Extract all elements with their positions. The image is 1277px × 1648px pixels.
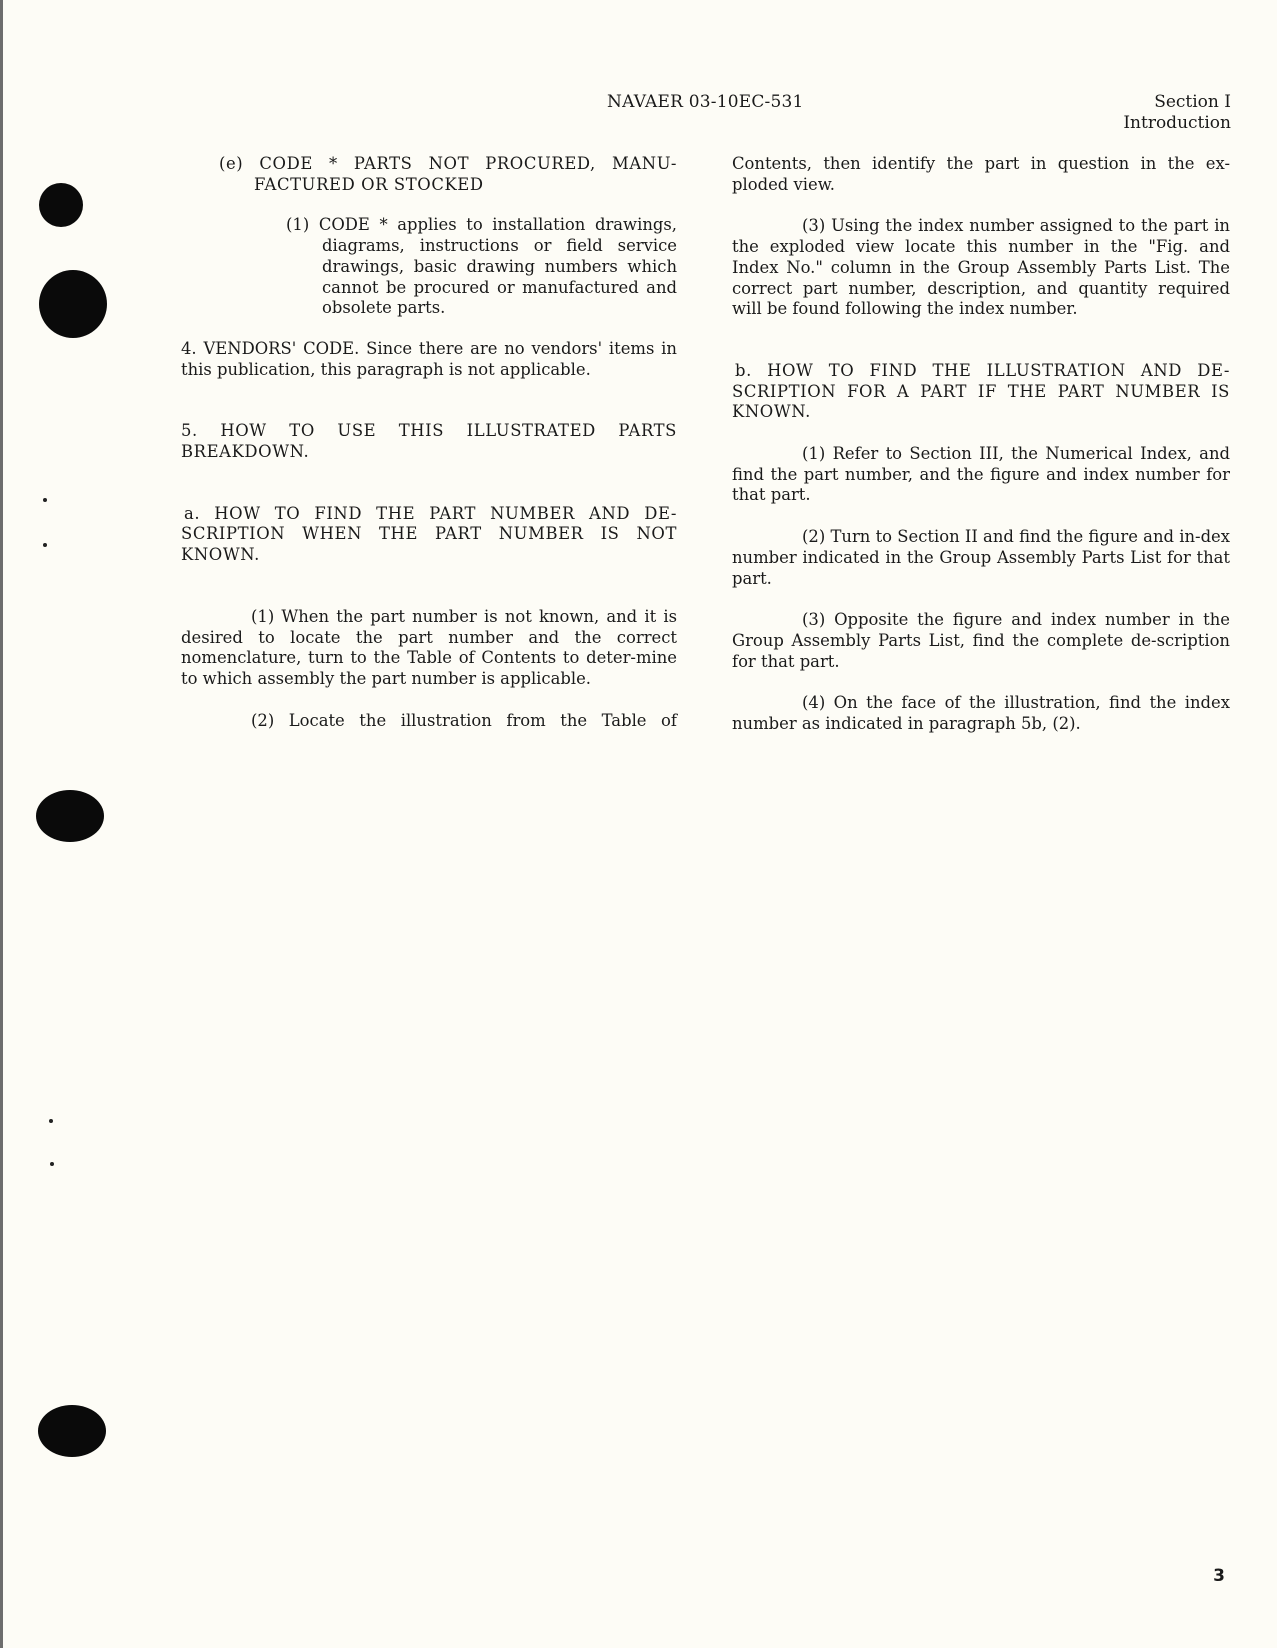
paragraph-a-1: (1) When the part number is not known, and it is desired to locate the part number and the correct nomenclature, turn to the Table of Contents to deter-mine to which assembly the part number is applicable. (181, 606, 677, 688)
how-to-use-heading: 5. HOW TO USE THIS ILLUSTRATED PARTS BREAKDOWN. (181, 421, 677, 462)
left-column (181, 154, 677, 731)
paragraph-b-4: (4) On the face of the illustration, find the index number as indicated in paragraph 5b, (2). (732, 693, 1230, 734)
paragraph-b-3: (3) Opposite the figure and index number in the Group Assembly Parts List, find the complete de-scription for that part. (732, 610, 1230, 671)
code-star-heading: (e) CODE * PARTS NOT PROCURED, MANU-FACTURED OR STOCKED (219, 154, 677, 194)
punch-hole (39, 270, 107, 338)
speck (43, 498, 47, 502)
section-label: Section I (1154, 92, 1231, 112)
subheading-a: a. HOW TO FIND THE PART NUMBER AND DE-SCRIPTION WHEN THE PART NUMBER IS NOT KNOWN. (181, 503, 677, 565)
document-number: NAVAER 03-10EC-531 (607, 92, 804, 112)
paragraph-a-3: (3) Using the index number assigned to the part in the exploded view locate this number in the "Fig. and Index No." column in the Group Assembly Parts List. The correct part number, description, and quantity required will be found following the index number. (732, 216, 1230, 319)
paragraph-b-2: (2) Turn to Section II and find the figure and in-dex number indicated in the Group Assembly Parts List for that part. (732, 527, 1230, 588)
subheading-b: b. HOW TO FIND THE ILLUSTRATION AND DE-SCRIPTION FOR A PART IF THE PART NUMBER IS KNOWN. (732, 360, 1230, 422)
punch-hole (36, 790, 104, 842)
right-column (732, 154, 1230, 735)
section-header (1123, 92, 1231, 134)
punch-hole (39, 183, 83, 227)
punch-hole (38, 1405, 106, 1457)
speck (50, 1162, 54, 1166)
speck (43, 543, 47, 547)
vendors-code-paragraph: 4. VENDORS' CODE. Since there are no vendors' items in this publication, this paragraph is not applicable. (181, 338, 677, 379)
section-title: Introduction (1123, 113, 1231, 133)
page-edge (0, 0, 3, 1648)
paragraph-a-2-continued: Contents, then identify the part in question in the ex-ploded view. (732, 154, 1230, 194)
speck (49, 1119, 53, 1123)
page-number: 3 (1213, 1566, 1225, 1586)
paragraph-a-2-start: (2) Locate the illustration from the Table of (251, 710, 677, 730)
paragraph-b-1: (1) Refer to Section III, the Numerical Index, and find the part number, and the figure and index number for that part. (732, 444, 1230, 505)
code-star-paragraph-1: (1) CODE * applies to installation drawings, diagrams, instructions or field service drawings, basic drawing numbers which cannot be procured or manufactured and obsolete parts. (286, 215, 677, 318)
